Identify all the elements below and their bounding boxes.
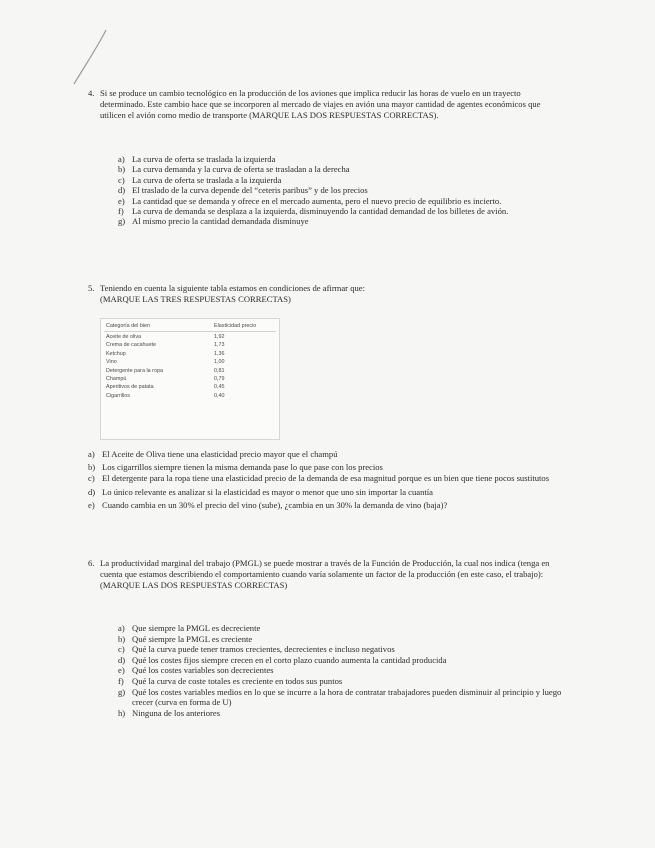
option-4e: e) La cantidad que se demanda y ofrece en el mercado aumenta, pero el nuevo precio de equilibrio es incierto. [118,195,502,206]
header-category: Categoría del bien [106,323,151,329]
option-4c: c) La curva de oferta se traslada a la izquierda [118,174,282,185]
option-6b: b) Qué siempre la PMGL es creciente [118,633,253,644]
option-6h: h) Ninguna de los anteriores [118,707,221,718]
option-6d: d) Qué los costes fijos siempre crecen en el corto plazo cuando aumenta la cantidad producida [118,654,447,665]
option-4f: f) La curva de demanda se desplaza a la izquierda, disminuyendo la cantidad demandad de los billetes de avión. [118,206,509,217]
option-6a: a) Que siempre la PMGL es decreciente [118,623,261,633]
table-row: Ketchup 1,36 [106,350,225,357]
question-5-intro: Teniendo en cuenta la siguiente tabla estamos en condiciones de afirmar que: [100,283,365,293]
option-5d: d) Lo único relevante es analizar si la elasticidad es mayor o menor que uno sin importar la cuantía [88,487,433,498]
question-6-number: 6. [88,558,95,568]
option-6e: e) Qué los costes variables son decrecientes [118,665,274,676]
option-6f: f) Qué la curva de coste totales es creciente en todos sus puntos [118,675,343,686]
option-5e: e) Cuando cambia en un 30% el precio del vino (sube), ¿cambia en un 30% la demanda de vino (baja)? [88,499,448,510]
option-6g: g) Qué los costes variables medios en lo que se incurre a la hora de contratar trabajadores pueden disminuir al principio y luego crecer (curva en forma de U) [118,686,562,708]
question-5-instruction: (MARQUE LAS TRES RESPUESTAS CORRECTAS) [100,294,291,304]
table-row: Aperitivos de patata 0,45 [106,384,225,391]
question-5-options [88,448,566,511]
question-6-options [118,623,576,718]
pen-stroke-mark [70,28,110,88]
question-5 [88,283,556,305]
table-row: Detergente para la ropa 0,81 [106,367,225,374]
table-row: Champú 0,79 [106,375,225,382]
question-4-number: 4. [88,88,95,98]
question-4-text: Si se produce un cambio tecnológico en la producción de los aviones que implica reducir las horas de vuelo en un trayecto determinado. Este cambio hace que se incorporen al mercado de viajes en avión una mayor cantidad de agentes económicos que utilicen el avión como medio de transporte (MARQUE LAS DOS RESPUESTAS CORRECTAS). [100,88,541,120]
question-6-text: La productividad marginal del trabajo (PMGL) se puede mostrar a través de la Función de Producción, la cual nos indica (tenga en cuenta que estamos describiendo el comportamiento cuando varía solamente un factor de la producción (en este caso, el trabajo): (MARQUE LAS DOS RESPUESTAS CORRECTAS) [100,558,550,590]
table-header [104,321,276,332]
table-row: Vino 1,00 [106,359,225,366]
header-elasticity: Elasticidad precio [214,323,257,329]
option-5b: b) Los cigarrillos siempre tienen la misma demanda pase lo que pase con los precios [88,461,383,472]
question-4 [88,88,556,121]
question-6 [88,558,570,591]
elasticity-table [100,318,280,440]
option-6c: c) Qué la curva puede tener tramos crecientes, decrecientes e incluso negativos [118,644,395,655]
table-row: Aceite de oliva 1,92 [106,334,225,340]
table-row: Cigarrillos 0,40 [106,392,225,399]
option-4a: a) La curva de oferta se traslada la izquierda [118,154,276,164]
option-4g: g) Al mismo precio la cantidad demandada disminuye [118,216,309,227]
option-4d: d) El traslado de la curva depende del “ceteris paribus” y de los precios [118,185,368,196]
option-5c: c) El detergente para la ropa tiene una elasticidad precio de la demanda de esa magnitud porque es un bien que tiene pocos sustitutos [88,473,550,484]
question-5-number: 5. [88,283,95,293]
table-row: Crema de cacahuete 1,73 [106,342,225,349]
option-5a: a) El Aceite de Oliva tiene una elasticidad precio mayor que el champú [88,449,338,459]
question-4-options [118,154,556,227]
option-4b: b) La curva demanda y la curva de oferta se trasladan a la derecha [118,164,350,175]
